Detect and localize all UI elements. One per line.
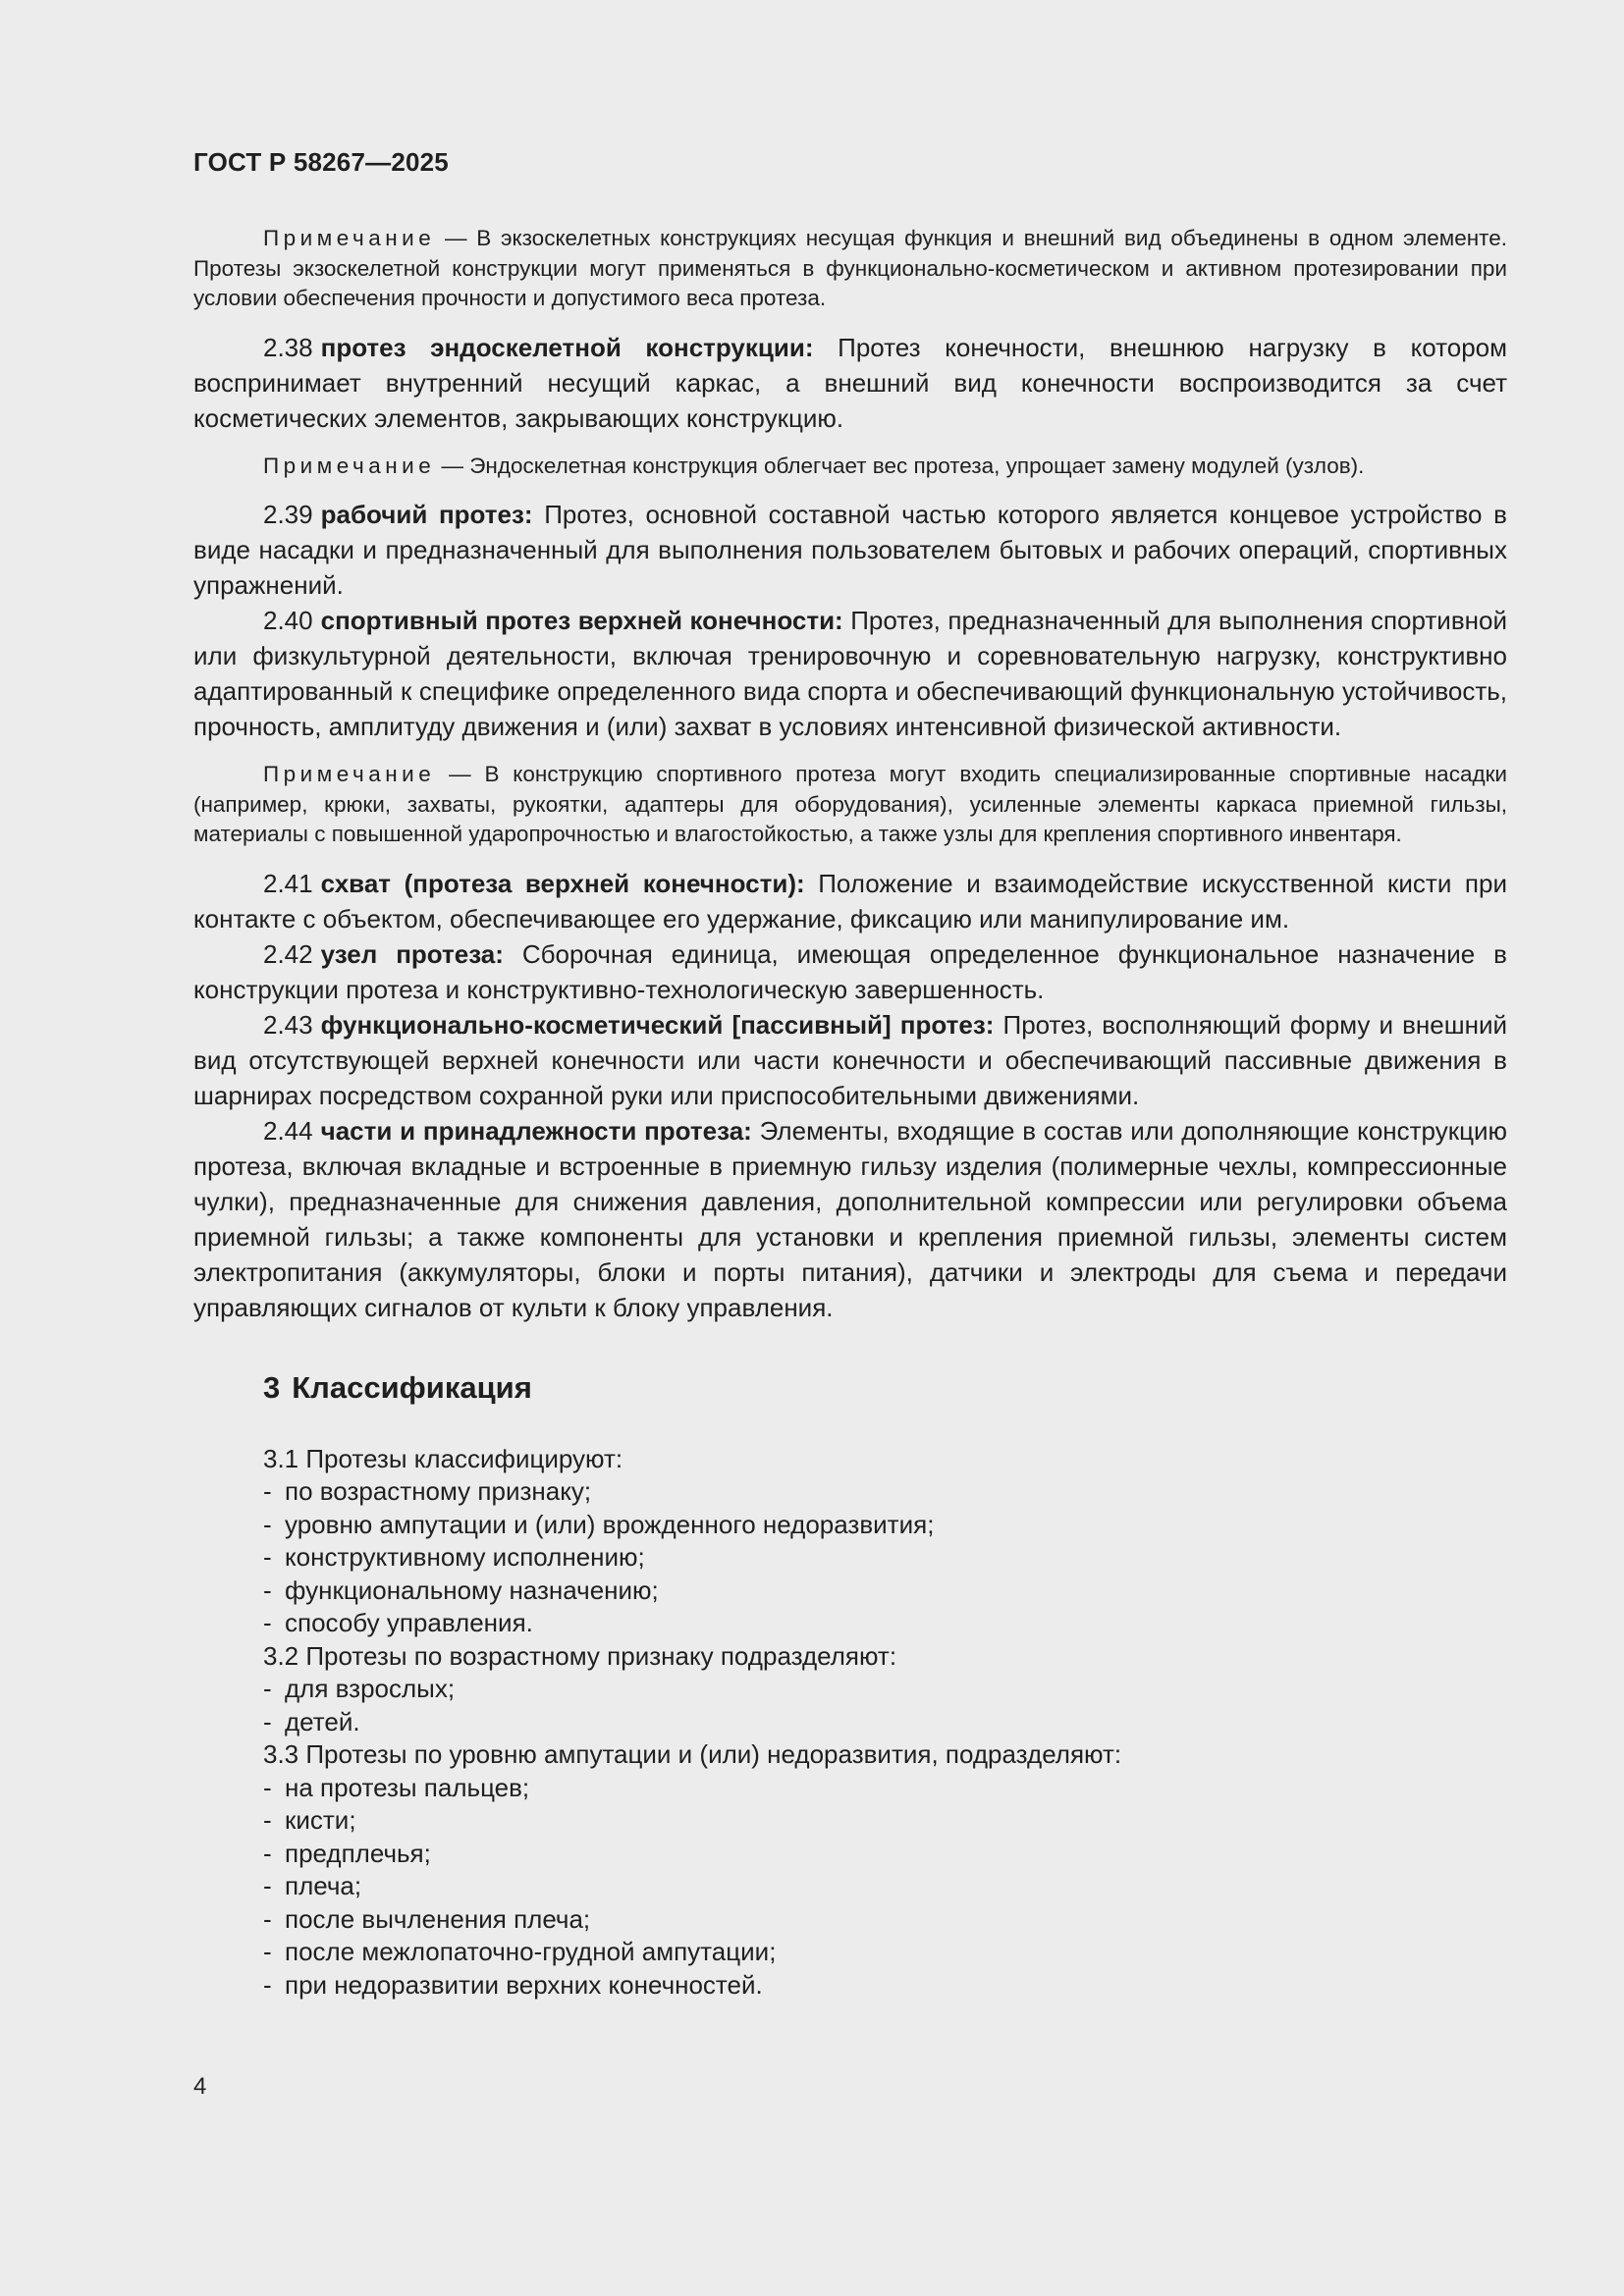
- list-item-text: после межлопаточно-грудной ампутации;: [285, 1937, 777, 1966]
- list-item-text: уровню ампутации и (или) врожденного недоразвития;: [285, 1509, 935, 1539]
- page-number: 4: [193, 2073, 207, 2100]
- list-item: [263, 1838, 1507, 1871]
- list-item-text: конструктивному исполнению;: [285, 1542, 645, 1572]
- term-2-39: 2.39 рабочий протез: Протез, основной составной частью которого является концевое устройство в виде насадки и предназначенный для выполнения пользователем бытовых и рабочих операций, спортивных упражнений.: [193, 500, 1507, 600]
- clause-3-3: 3.3 Протезы по уровню ампутации и (или) недоразвития, подразделяют:: [263, 1739, 1122, 1769]
- term-2-43: 2.43 функционально-косметический [пассивный] протез: Протез, восполняющий форму и внешний вид отсутствующей верхней конечности или части конечности и обеспечивающий пассивные движения в шарнирах посредством сохранной руки или приспособительными движениями.: [193, 1009, 1507, 1110]
- list-dash: -: [263, 1937, 272, 1966]
- list-item-text: способу управления.: [285, 1608, 533, 1637]
- list-item-text: кисти;: [285, 1805, 356, 1835]
- list-dash: -: [263, 1805, 272, 1835]
- list-item: [263, 1706, 1507, 1739]
- list-item: [263, 1607, 1507, 1640]
- list-item: [263, 1870, 1507, 1903]
- list-item: [263, 1903, 1507, 1937]
- list-dash: -: [263, 1509, 272, 1539]
- list-item: [263, 1936, 1507, 1969]
- note-label: Примечание: [263, 226, 436, 250]
- list-item: [263, 1772, 1507, 1805]
- list-item-text: после вычленения плеча;: [285, 1903, 591, 1934]
- list-item-text: функциональному назначению;: [285, 1575, 659, 1605]
- note-label: Примечание: [263, 762, 436, 786]
- list-item-text: плеча;: [285, 1871, 362, 1900]
- list-item: [263, 1673, 1507, 1706]
- list-3-2: [193, 1673, 1507, 1738]
- list-item-text: по возрастному признаку;: [285, 1476, 592, 1506]
- list-item: [263, 1575, 1507, 1608]
- list-dash: -: [263, 1903, 272, 1934]
- standard-header: ГОСТ Р 58267—2025: [193, 147, 449, 177]
- list-item-text: предплечья;: [285, 1838, 431, 1868]
- page-content: [193, 224, 1507, 2002]
- term-2-38: 2.38 протез эндоскелетной конструкции: Протез конечности, внешнюю нагрузку в котором воспринимает внутренний несущий каркас, а внешний вид конечности воспроизводится за счет косметических элементов, закрывающих конструкцию.: [193, 332, 1507, 433]
- term-2-40: 2.40 спортивный протез верхней конечности: Протез, предназначенный для выполнения спортивной или физкультурной деятельности, включая тренировочную и соревновательную нагрузку, конструктивно адаптированный к специфике определенного вида спорта и обеспечивающий функциональную устойчивость, прочность, амплитуду движения и (или) захват в условиях интенсивной физической активности.: [193, 606, 1507, 741]
- list-3-1: [193, 1475, 1507, 1640]
- section-heading: 3 Классификация: [263, 1369, 532, 1405]
- term-2-41: 2.41 схват (протеза верхней конечности): Положение и взаимодействие искусственной кисти при контакте с объектом, обеспечивающее его удержание, фиксацию или манипулирование им.: [193, 868, 1507, 934]
- clause-3-1: 3.1 Протезы классифицируют:: [263, 1443, 623, 1473]
- note-3: Примечание — В конструкцию спортивного протеза могут входить специализированные спортивные насадки (например, крюки, захваты, рукоятки, адаптеры для оборудования), усиленные элементы каркаса приемной гильзы, материалы с повышенной ударопрочностью и влагостойкостью, а также узлы для крепления спортивного инвентаря.: [193, 762, 1507, 846]
- list-3-3: [193, 1772, 1507, 2002]
- list-item: [263, 1804, 1507, 1838]
- list-item-text: при недоразвитии верхних конечностей.: [285, 1969, 763, 2000]
- clause-3-2: 3.2 Протезы по возрастному признаку подразделяют:: [263, 1640, 897, 1671]
- list-dash: -: [263, 1706, 272, 1736]
- list-item: [263, 1969, 1507, 2002]
- list-item-text: детей.: [285, 1706, 360, 1736]
- list-dash: -: [263, 1476, 272, 1506]
- list-dash: -: [263, 1772, 272, 1802]
- list-dash: -: [263, 1871, 272, 1900]
- list-dash: -: [263, 1542, 272, 1572]
- list-item: [263, 1475, 1507, 1509]
- note-label: Примечание: [263, 453, 436, 478]
- list-dash: -: [263, 1969, 272, 2000]
- term-2-44: 2.44 части и принадлежности протеза: Элементы, входящие в состав или дополняющие конструкцию протеза, включая вкладные и встроенные в приемную гильзу изделия (полимерные чехлы, компрессионные чулки), предназначенные для снижения давления, дополнительной компрессии или регулировки объема приемной гильзы; а также компоненты для установки и крепления приемной гильзы, элементы систем электропитания (аккумуляторы, блоки и порты питания), датчики и электроды для съема и передачи управляющих сигналов от культи к блоку управления.: [193, 1115, 1507, 1322]
- list-item: [263, 1541, 1507, 1575]
- note-2: Примечание — Эндоскелетная конструкция облегчает вес протеза, упрощает замену модулей (узлов).: [263, 453, 1365, 478]
- list-dash: -: [263, 1608, 272, 1637]
- note-1: Примечание — В экзоскелетных конструкциях несущая функция и внешний вид объединены в одном элементе. Протезы экзоскелетной конструкции могут применяться в функционально-косметическом и активном протезировании при условии обеспечения прочности и допустимого веса протеза.: [193, 226, 1507, 310]
- list-dash: -: [263, 1674, 272, 1703]
- list-dash: -: [263, 1575, 272, 1605]
- list-dash: -: [263, 1838, 272, 1868]
- list-item: [263, 1509, 1507, 1542]
- list-item-text: для взрослых;: [285, 1674, 456, 1703]
- list-item-text: на протезы пальцев;: [285, 1772, 530, 1802]
- term-2-42: 2.42 узел протеза: Сборочная единица, имеющая определенное функциональное назначение в конструкции протеза и конструктивно-технологическую завершенность.: [193, 938, 1507, 1004]
